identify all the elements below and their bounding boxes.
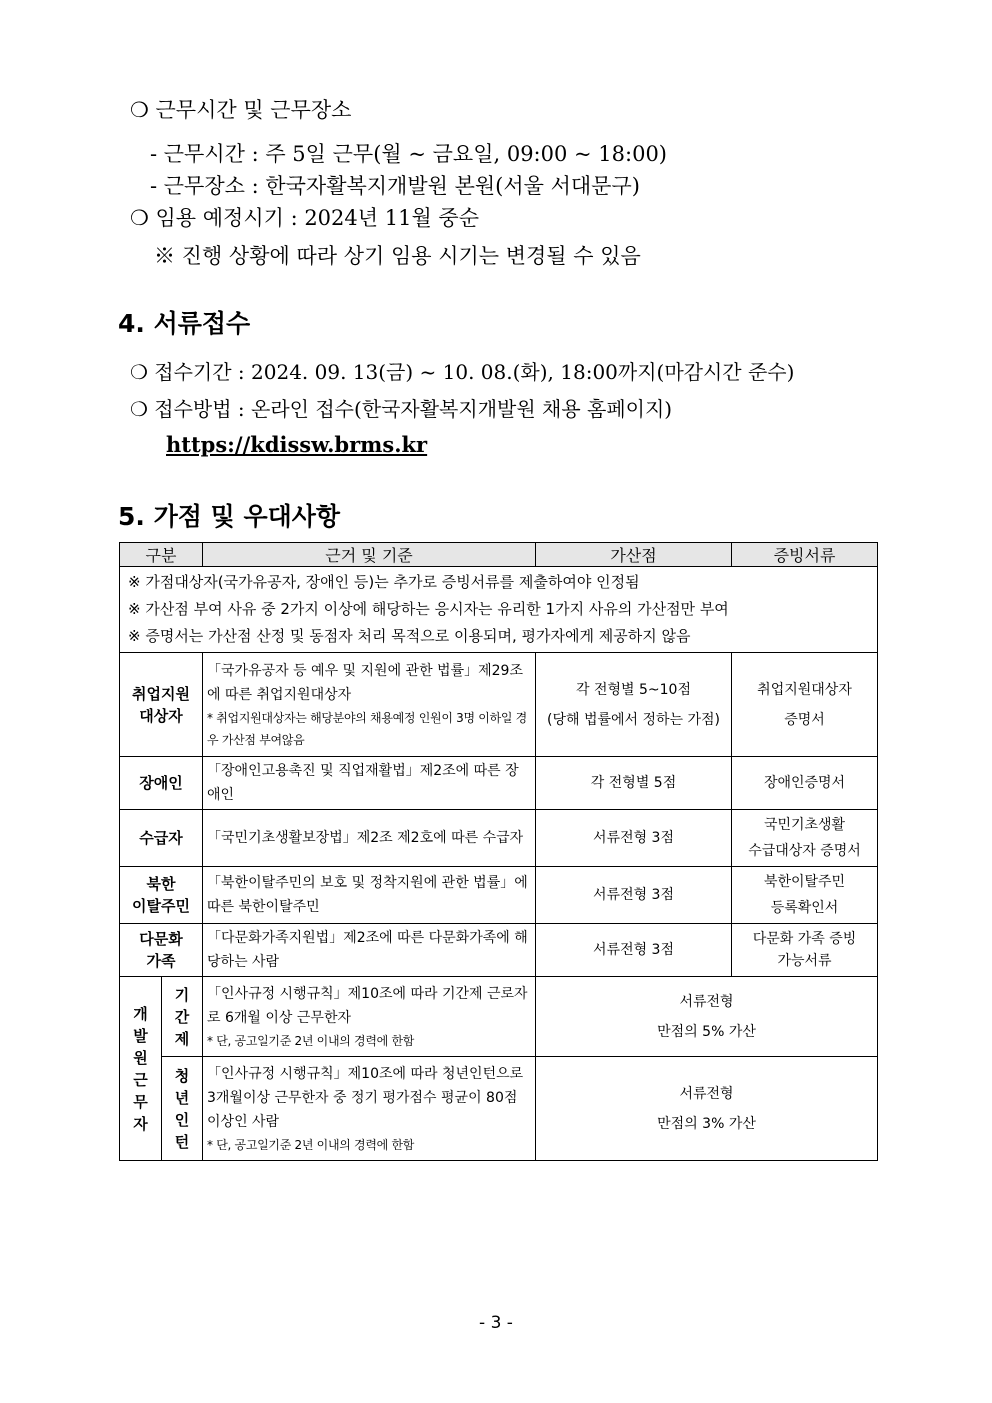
row-documents: 북한이탈주민 등록확인서 <box>732 867 878 924</box>
homepage-link[interactable]: https://kdissw.brms.kr <box>166 432 428 457</box>
dev-sub-label: 청년인턴 <box>162 1057 203 1161</box>
header-category: 구분 <box>120 543 203 567</box>
row-category: 북한 이탈주민 <box>120 867 203 924</box>
row-points: 서류전형 3점 <box>536 867 732 924</box>
appointment-note: ※ 진행 상황에 따라 상기 임용 시기는 변경될 수 있음 <box>154 244 641 268</box>
row-documents: 다문화 가족 증빙 가능서류 <box>732 924 878 977</box>
dev-sub-label: 기간제 <box>162 977 203 1057</box>
application-link[interactable] <box>166 432 427 458</box>
table-row <box>120 867 878 924</box>
row-documents: 국민기초생활 수급대상자 증명서 <box>732 810 878 867</box>
row-category: 다문화 가족 <box>120 924 203 977</box>
table-row <box>120 977 878 1057</box>
application-period: ❍ 접수기간 : 2024. 09. 13(금) ~ 10. 08.(화), 18:00까지(마감시간 준수) <box>130 360 795 384</box>
work-hours-heading: ❍ 근무시간 및 근무장소 <box>130 98 352 122</box>
section5-heading: 5. 가점 및 우대사항 <box>118 502 341 531</box>
row-documents: 장애인증명서 <box>732 757 878 810</box>
row-category: 장애인 <box>120 757 203 810</box>
row-basis: 「인사규정 시행규칙」제10조에 따라 기간제 근로자로 6개월 이상 근무한자 * 단, 공고일기준 2년 이내의 경력에 한함 <box>203 977 536 1057</box>
table-row <box>120 1057 878 1161</box>
work-hours-line: - 근무시간 : 주 5일 근무(월 ~ 금요일, 09:00 ~ 18:00) <box>150 142 668 166</box>
row-points: 각 전형별 5~10점 (당해 법률에서 정하는 가점) <box>536 653 732 757</box>
row-points: 서류전형 만점의 3% 가산 <box>536 1057 878 1161</box>
section4-heading: 4. 서류접수 <box>118 309 251 338</box>
row-basis: 「북한이탈주민의 보호 및 정착지원에 관한 법률」에 따른 북한이탈주민 <box>203 867 536 924</box>
page-number: - 3 - <box>479 1313 513 1333</box>
row-basis: 「장애인고용촉진 및 직업재활법」제2조에 따른 장애인 <box>203 757 536 810</box>
header-points: 가산점 <box>536 543 732 567</box>
table-row <box>120 924 878 977</box>
note-1: ※ 가점대상자(국가유공자, 장애인 등)는 추가로 증빙서류를 제출하여야 인정됨 <box>128 573 640 591</box>
table-header-row <box>120 543 878 567</box>
dev-group-label: 개발원근무자 <box>120 977 162 1161</box>
appointment-date-line: ❍ 임용 예정시기 : 2024년 11월 중순 <box>130 206 479 230</box>
table-row <box>120 653 878 757</box>
row-basis: 「국민기초생활보장법」제2조 제2호에 따른 수급자 <box>203 810 536 867</box>
row-category: 취업지원 대상자 <box>120 653 203 757</box>
notes-row <box>120 567 878 653</box>
row-category: 수급자 <box>120 810 203 867</box>
header-documents: 증빙서류 <box>732 543 878 567</box>
note-3: ※ 증명서는 가산점 산정 및 동점자 처리 목적으로 이용되며, 평가자에게 제공하지 않음 <box>128 627 691 645</box>
table-row <box>120 757 878 810</box>
row-basis: 「국가유공자 등 예우 및 지원에 관한 법률」제29조에 따른 취업지원대상자 * 취업지원대상자는 해당분야의 채용예정 인원이 3명 이하일 경우 가산점 부여않음 <box>203 653 536 757</box>
header-basis: 근거 및 기준 <box>203 543 536 567</box>
work-place-line: - 근무장소 : 한국자활복지개발원 본원(서울 서대문구) <box>150 174 640 198</box>
note-2: ※ 가산점 부여 사유 중 2가지 이상에 해당하는 응시자는 유리한 1가지 사유의 가산점만 부여 <box>128 600 729 618</box>
row-points: 서류전형 3점 <box>536 924 732 977</box>
row-basis: 「다문화가족지원법」제2조에 따른 다문화가족에 해당하는 사람 <box>203 924 536 977</box>
table-row <box>120 810 878 867</box>
row-points: 서류전형 3점 <box>536 810 732 867</box>
notes-cell <box>120 567 878 653</box>
application-method: ❍ 접수방법 : 온라인 접수(한국자활복지개발원 채용 홈페이지) <box>130 397 673 421</box>
row-documents: 취업지원대상자 증명서 <box>732 653 878 757</box>
bonus-table <box>119 542 877 1161</box>
row-basis: 「인사규정 시행규칙」제10조에 따라 청년인턴으로 3개월이상 근무한자 중 정기 평가점수 평균이 80점 이상인 사람 * 단, 공고일기준 2년 이내의 경력에 한함 <box>203 1057 536 1161</box>
row-points: 서류전형 만점의 5% 가산 <box>536 977 878 1057</box>
row-points: 각 전형별 5점 <box>536 757 732 810</box>
